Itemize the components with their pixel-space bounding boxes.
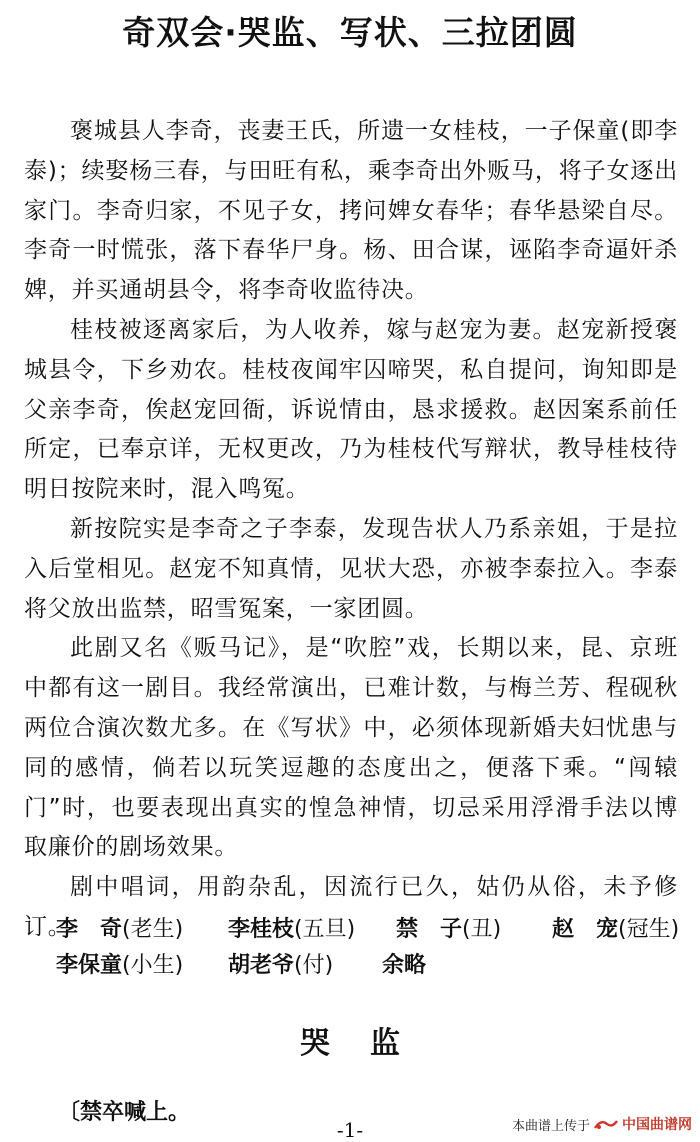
cast-role: (五旦): [294, 917, 356, 942]
cast-name: 胡老爷: [228, 953, 295, 978]
cast-name: 李保童: [56, 953, 123, 978]
cast-member: [56, 912, 183, 943]
scene-title: 哭监: [300, 1026, 440, 1061]
cast-name: 禁 子: [396, 917, 463, 942]
synopsis-body: [24, 112, 678, 948]
watermark-prefix: 本曲谱上传于: [511, 1118, 590, 1134]
paragraph-2: 桂枝被逐离家后，为人收养，嫁与赵宠为妻。赵宠新授褒城县令，下乡劝农。桂枝夜闻牢囚啼哭，私自提问，询知即是父亲李奇，俟赵宠回衙，诉说情由，恳求援救。赵因案系前任所定，已奉京详，无权更改，乃为桂枝代写辩状，教导桂枝待明日按院来时，混入鸣冤。: [24, 316, 678, 503]
cast-role: (小生): [122, 953, 184, 978]
cast-member: [396, 912, 501, 943]
page-number: -1-: [336, 1118, 364, 1142]
paragraph-3: 新按院实是李奇之子李泰，发现告状人乃系亲姐，于是拉入后堂相见。赵宠不知真情，见状大恐，亦被李泰拉入。李泰将父放出监禁，昭雪冤案，一家团圆。: [24, 515, 678, 622]
cast-name: 余略: [382, 953, 427, 978]
cast-member: [56, 948, 183, 979]
site-watermark: [512, 1114, 692, 1134]
cast-name: 赵 宠: [552, 917, 619, 942]
cast-name: 李桂枝: [228, 917, 295, 942]
cast-role: (丑): [462, 917, 502, 942]
play-title: 奇双会·哭监、写状、三拉团圆: [122, 13, 578, 52]
cast-member: [552, 912, 679, 943]
stage-direction: 〔禁卒喊上。: [58, 1100, 191, 1125]
paragraph-5: 剧中唱词，用韵杂乱，因流行已久，姑仍从俗，未予修订。: [24, 874, 678, 940]
cast-member: [382, 948, 426, 979]
cast-member: [228, 948, 333, 979]
cast-role: (付): [294, 953, 334, 978]
cast-row-2: [56, 948, 686, 984]
cast-name: 李 奇: [56, 917, 123, 942]
paragraph-4: 此剧又名《贩马记》，是“吹腔”戏，长期以来，昆、京班中都有这一剧目。我经常演出，已难计数，与梅兰芳、程砚秋两位合演次数尤多。在《写状》中，必须体现新婚夫妇忧患与同的感情，倘若以玩笑逗趣的态度出之，便落下乘。“闯辕门”时，也要表现出真实的惶急神情，切忌采用浮滑手法以博取廉价的剧场效果。: [24, 635, 678, 861]
site-logo-icon: [593, 1118, 619, 1131]
cast-member: [228, 912, 355, 943]
paragraph-1: 褒城县人李奇，丧妻王氏，所遗一女桂枝，一子保童(即李泰)；续娶杨三春，与田旺有私，乘李奇出外贩马，将子女逐出家门。李奇归家，不见子女，拷问婢女春华；春华悬梁自尽。李奇一时慌张，落下春华尸身。杨、田合谋，诬陷李奇逼奸杀婢，并买通胡县令，将李奇收监待决。: [24, 118, 678, 304]
cast-role: (冠生): [618, 917, 680, 942]
watermark-brand: 中国曲谱网: [622, 1117, 692, 1133]
cast-list: [56, 912, 686, 984]
cast-row-1: [56, 912, 686, 948]
cast-role: (老生): [122, 917, 184, 942]
